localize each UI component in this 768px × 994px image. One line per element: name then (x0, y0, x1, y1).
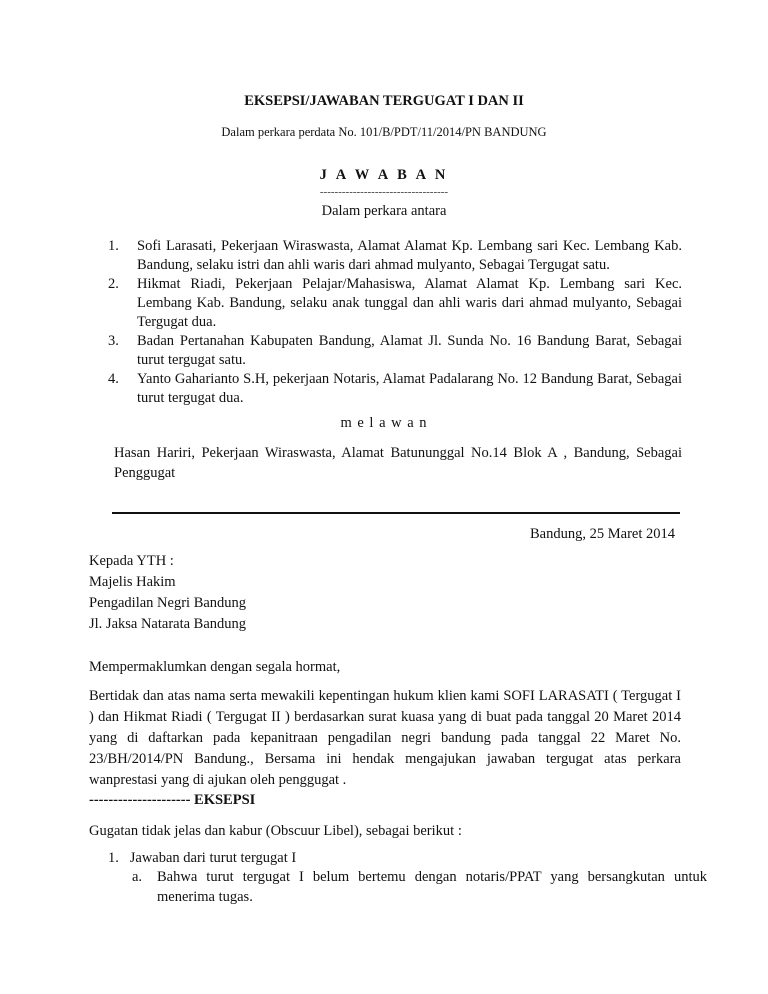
list-item: 1. Sofi Larasati, Pekerjaan Wiraswasta, Alamat Alamat Kp. Lembang sari Kec. Lembang Kab. Bandung, selaku istri dan ahli waris dari ahmad mulyanto, Sebagai Tergugat satu. (108, 238, 682, 273)
case-number: Dalam perkara perdata No. 101/B/PDT/11/2014/PN BANDUNG (221, 125, 547, 139)
between-parties-label: Dalam perkara antara (321, 203, 447, 219)
eksepsi-subitem-a: a. Bahwa turut tergugat I belum bertemu dengan notaris/PPAT yang bersangkutan untuk menerima tugas. (132, 869, 707, 905)
jawaban-heading: J A W A B A N (319, 167, 449, 183)
letter-date: Bandung, 25 Maret 2014 (530, 526, 675, 542)
eksepsi-heading (89, 791, 255, 810)
eksepsi-item-1: 1. Jawaban dari turut tergugat I (108, 850, 297, 866)
defendants-list (108, 237, 682, 408)
list-item: 2. Hikmat Riadi, Pekerjaan Pelajar/Mahasiswa, Alamat Alamat Kp. Lembang sari Kec. Lembang Kab. Bandung, selaku anak tunggal dan ahli waris dari ahmad mulyanto, Sebagai Tergugat dua. (108, 276, 682, 330)
eksepsi-dashes: --------------------- (89, 792, 191, 808)
melawan-label: m e l a w a n (340, 415, 428, 431)
divider-line (112, 512, 680, 514)
eksepsi-intro: Gugatan tidak jelas dan kabur (Obscuur Libel), sebagai berikut : (89, 823, 462, 839)
body-paragraph: Bertidak dan atas nama serta mewakili kepentingan hukum klien kami SOFI LARASATI ( Tergugat I ) dan Hikmat Riadi ( Tergugat II ) berdasarkan surat kuasa yang di buat pada tanggal 20 Maret 2014 yang di daftarkan pada kepanitraan pengadilan negri bandung pada tanggal 22 Maret No. 23/BH/2014/PN Bandung., Bersama ini hendak mengajukan jawaban tergugat atas perkara wanprestasi yang di ajukan oleh penggugat . (89, 688, 681, 788)
heading-underline: ----------------------------------- (319, 186, 449, 198)
document-title: EKSEPSI/JAWABAN TERGUGAT I DAN II (244, 93, 524, 109)
greeting-line: Mempermaklumkan dengan segala hormat, (89, 659, 341, 675)
eksepsi-title: EKSEPSI (194, 792, 256, 808)
list-item: 3. Badan Pertanahan Kabupaten Bandung, Alamat Jl. Sunda No. 16 Bandung Barat, Sebagai turut tergugat satu. (108, 333, 682, 368)
recipient-address: Kepada YTH : Majelis Hakim Pengadilan Negri Bandung Jl. Jaksa Natarata Bandung (89, 553, 247, 632)
list-item: 4. Yanto Gaharianto S.H, pekerjaan Notaris, Alamat Padalarang No. 12 Bandung Barat, Sebagai turut tergugat dua. (108, 371, 682, 406)
plaintiff-paragraph: Hasan Hariri, Pekerjaan Wiraswasta, Alamat Batununggal No.14 Blok A , Bandung, Sebagai Penggugat (114, 445, 682, 481)
